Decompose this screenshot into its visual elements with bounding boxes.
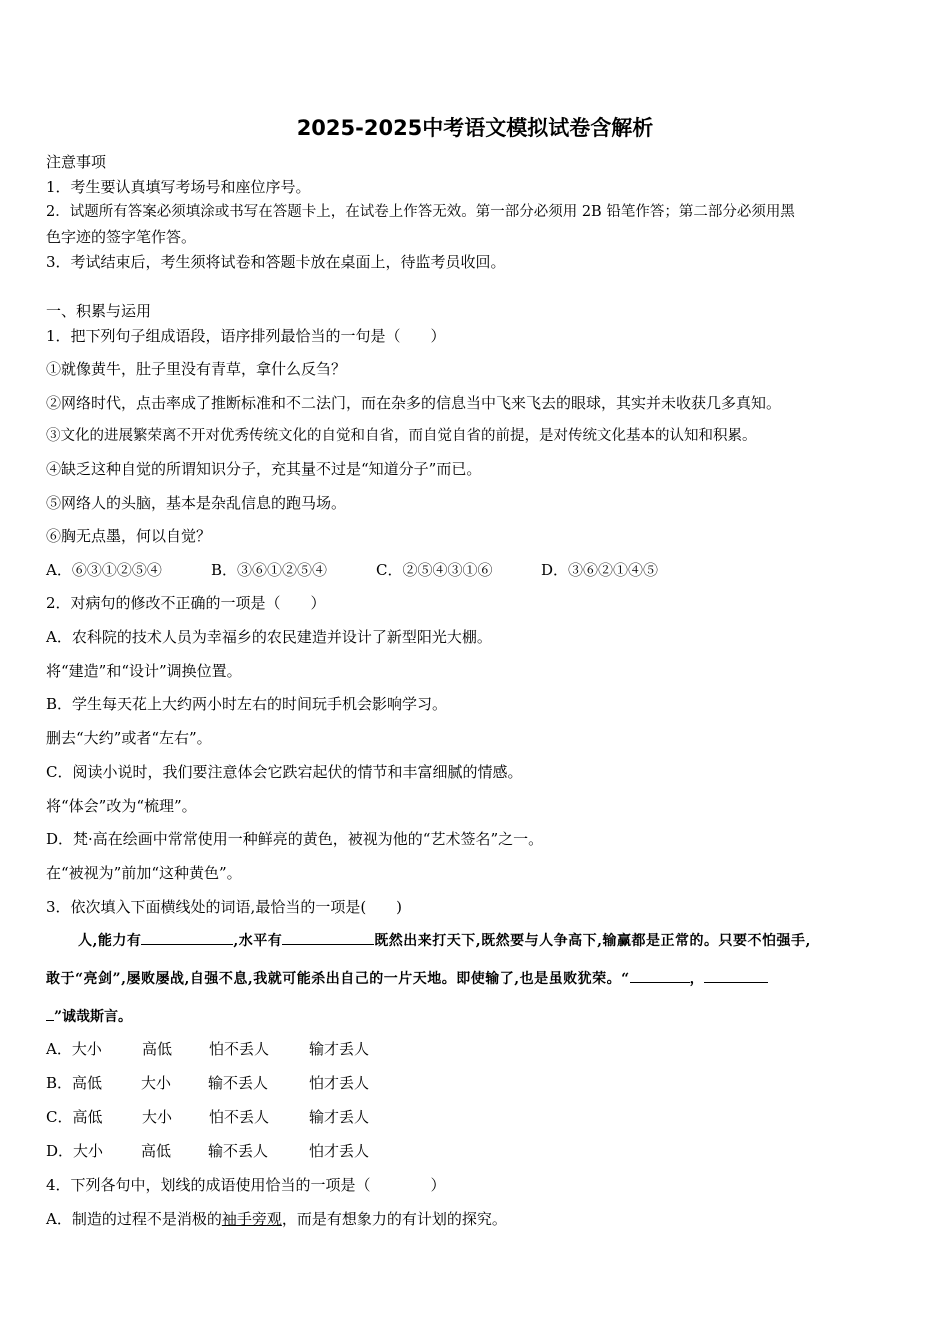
notice-item-3: 3．考试结束后，考生须将试卷和答题卡放在桌面上，待监考员收回。	[46, 253, 506, 271]
q2-line-b-fix: 删去“大约”或者“左右”。	[46, 729, 212, 747]
q1-option-a[interactable]: A．⑥③①②⑤④	[46, 561, 162, 579]
page-title: 2025-2025中考语文模拟试卷含解析	[296, 116, 654, 140]
q2-line-a[interactable]: A．农科院的技术人员为幸福乡的农民建造并设计了新型阳光大棚。	[46, 628, 492, 646]
q4-option-a[interactable]: A．制造的过程不是消极的袖手旁观，而是有想象力的有计划的探究。	[46, 1210, 507, 1228]
q3-passage-line-3: ”诚哉斯言。	[46, 1006, 132, 1027]
q4-stem: 4．下列各句中，划线的成语使用恰当的一项是（ ）	[46, 1176, 446, 1194]
notice-item-1: 1．考生要认真填写考场号和座位序号。	[46, 178, 311, 196]
q3-blank-1[interactable]	[141, 930, 233, 945]
q1-sentence-6: ⑥胸无点墨，何以自觉？	[46, 527, 212, 545]
q3-option-d[interactable]: D．大小 高低 输不丢人 怕才丢人	[46, 1142, 370, 1160]
notice-heading: 注意事项	[46, 153, 107, 171]
q2-line-d-fix: 在“被视为”前加“这种黄色”。	[46, 864, 242, 882]
q3-blank-2[interactable]	[282, 930, 374, 945]
q1-option-c[interactable]: C．②⑤④③①⑥	[376, 561, 493, 579]
q1-stem: 1．把下列句子组成语段，语序排列最恰当的一句是（ ）	[46, 327, 446, 345]
q1-sentence-5: ⑤网络人的头脑，基本是杂乱信息的跑马场。	[46, 494, 347, 512]
q1-sentence-3: ③文化的进展繁荣离不开对优秀传统文化的自觉和自省，而自觉自省的前提，是对传统文化基本的认知和积累。	[46, 428, 757, 444]
notice-item-2: 2．试题所有答案必须填涂或书写在答题卡上，在试卷上作答无效。第一部分必须用 2B 铅笔作答；第二部分必须用黑	[46, 204, 795, 220]
q1-options	[46, 560, 658, 580]
q1-sentence-4: ④缺乏这种自觉的所谓知识分子，充其量不过是“知道分子”而已。	[46, 460, 482, 478]
q3-passage-line-2: 敢于“亮剑”,屡败屡战,自强不息,我就可能杀出自己的一片天地。即使输了,也是虽败犹荣。“ ，	[46, 968, 768, 989]
q2-stem: 2．对病句的修改不正确的一项是（ ）	[46, 594, 326, 612]
section-heading: 一、积累与运用	[46, 302, 152, 320]
q2-line-d[interactable]: D．梵·高在绘画中常常使用一种鲜亮的黄色，被视为他的“艺术签名”之一。	[46, 830, 544, 848]
q1-sentence-2: ②网络时代，点击率成了推断标准和不二法门，而在杂多的信息当中飞来飞去的眼球，其实并未收获几多真知。	[46, 394, 782, 412]
q3-option-a[interactable]: A．大小 高低 怕不丢人 输才丢人	[46, 1040, 370, 1058]
q2-line-c-fix: 将“体会”改为“梳理”。	[46, 797, 197, 815]
q3-option-c[interactable]: C．高低 大小 怕不丢人 输才丢人	[46, 1108, 370, 1126]
q3-passage-line-1: 人,能力有 ,水平有 既然出来打天下,既然要与人争高下,输赢都是正常的。只要不怕强手,	[78, 930, 811, 951]
q4-underlined-idiom: 袖手旁观	[221, 1210, 282, 1228]
q1-sentence-1: ①就像黄牛，肚子里没有青草，拿什么反刍？	[46, 360, 347, 378]
q1-option-b[interactable]: B．③⑥①②⑤④	[211, 561, 328, 579]
q3-option-b[interactable]: B．高低 大小 输不丢人 怕才丢人	[46, 1074, 370, 1092]
notice-item-2-cont: 色字迹的签字笔作答。	[46, 228, 197, 246]
q2-line-a-fix: 将“建造”和“设计”调换位置。	[46, 662, 242, 680]
q2-line-c[interactable]: C．阅读小说时，我们要注意体会它跌宕起伏的情节和丰富细腻的情感。	[46, 763, 523, 781]
q2-line-b[interactable]: B．学生每天花上大约两小时左右的时间玩手机会影响学习。	[46, 695, 448, 713]
q3-blank-3[interactable]	[630, 968, 690, 983]
q1-option-d[interactable]: D．③⑥②①④⑤	[541, 561, 659, 579]
q3-blank-4[interactable]	[704, 968, 768, 983]
q3-stem: 3．依次填入下面横线处的词语,最恰当的一项是( )	[46, 898, 403, 916]
